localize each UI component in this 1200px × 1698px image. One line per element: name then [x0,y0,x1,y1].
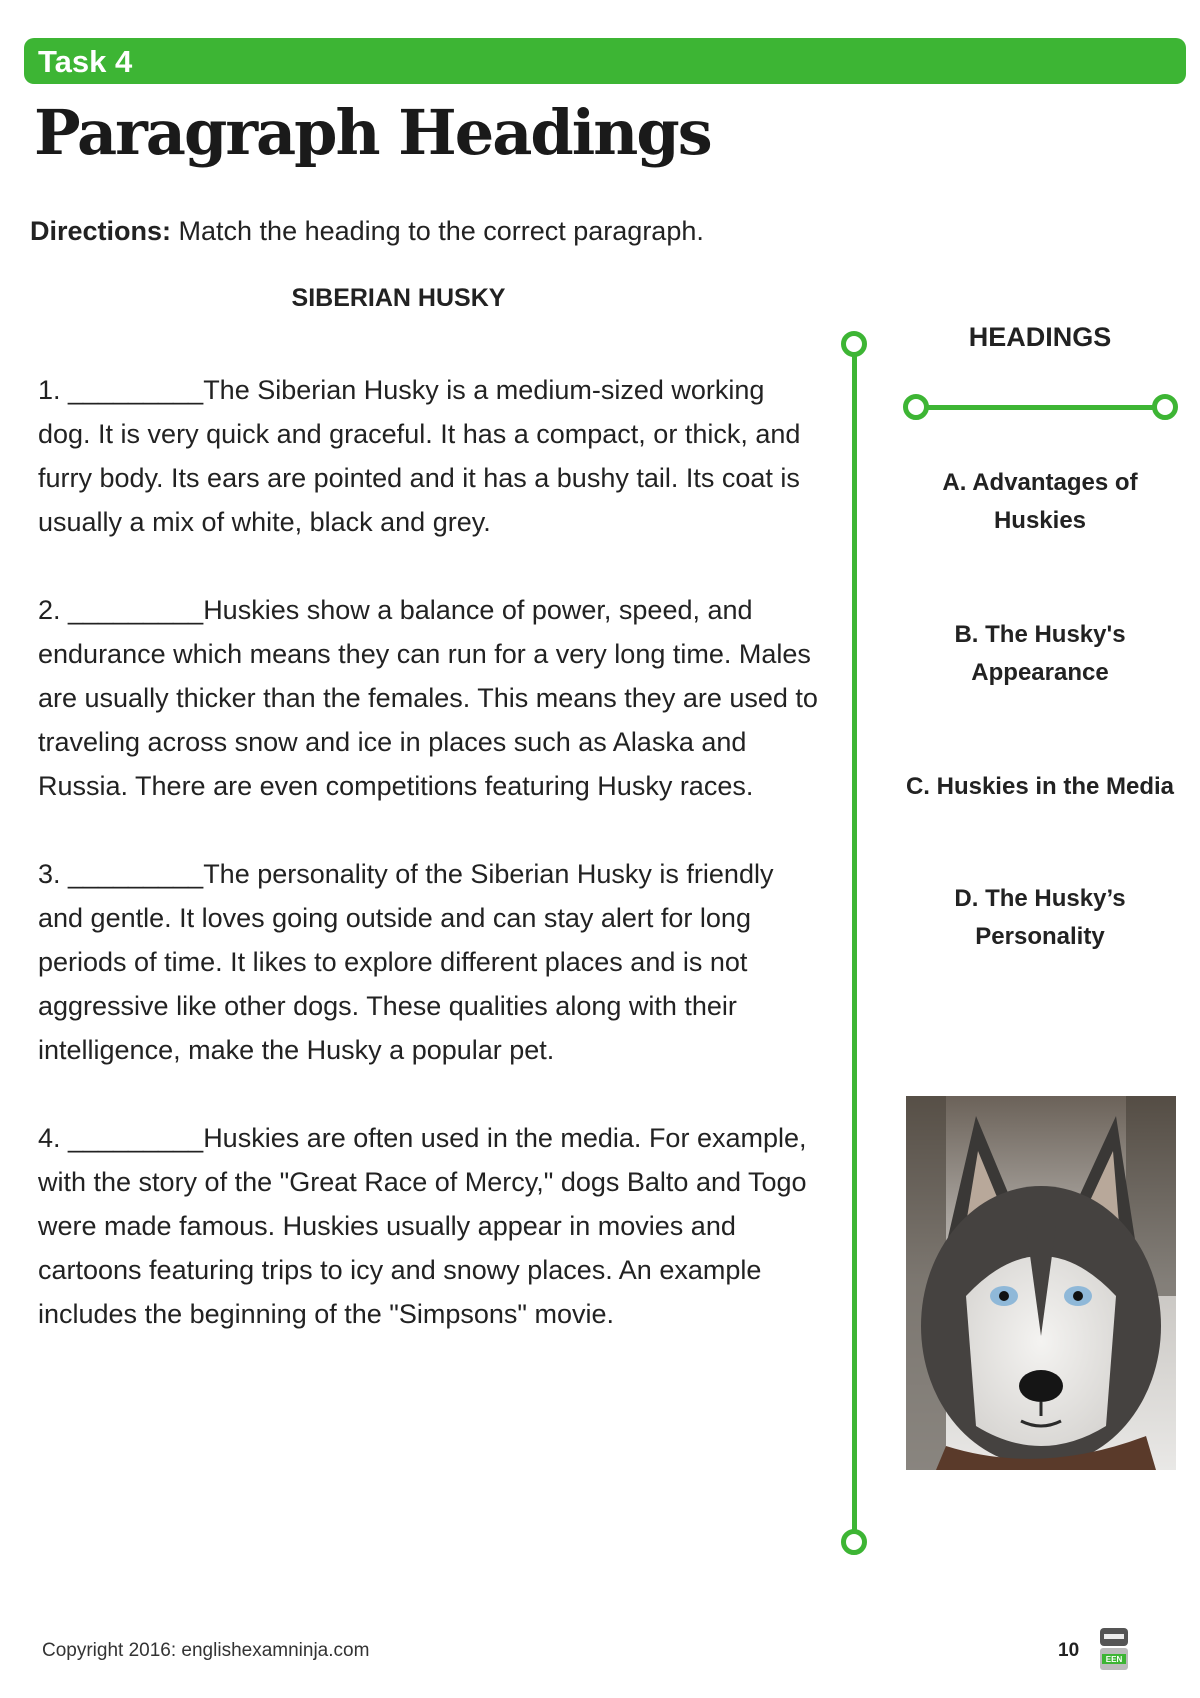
heading-line: Appearance [971,659,1109,686]
answer-blank[interactable]: _________ [68,595,204,625]
page-title: Paragraph Headings [34,96,711,169]
article-title: SIBERIAN HUSKY [291,284,506,312]
answer-blank[interactable]: _________ [68,375,204,405]
ninja-logo [1094,1626,1134,1674]
husky-photo [906,1096,1176,1470]
paragraph-1 [38,368,818,544]
paragraph-3 [38,852,818,1072]
copyright: Copyright 2016: englishexamninja.com [42,1640,370,1661]
husky-icon [906,1096,1176,1470]
ninja-logo-icon [1094,1626,1134,1674]
underline-right-ring [1152,394,1178,420]
heading-line: Personality [975,923,1105,950]
heading-line: D. The Husky’s [954,885,1126,912]
directions-label: Directions: [30,216,172,246]
paragraph-text: The personality of the Siberian Husky is friendly and gentle. It loves going outside and can stay alert for long periods of time. It likes to explore different places and is not aggressive like other dogs. These qualities along with their intelligence, make the Husky a popular pet. [38,859,774,1065]
heading-b [880,616,1200,692]
answer-blank[interactable]: _________ [68,859,204,889]
divider-top-ring [841,331,867,357]
task-banner [24,38,1186,84]
paragraph-4 [38,1116,818,1336]
paragraph-number: 2. [38,595,69,625]
paragraph-number: 1. [38,375,69,405]
paragraph-text: Huskies are often used in the media. For example, with the story of the "Great Race of Mercy," dogs Balto and Togo were made famous. Huskies usually appear in movies and cartoons featuring trips to icy and snowy places. An example includes the beginning of the "Simpsons" movie. [38,1123,807,1329]
directions-text: Match the heading to the correct paragraph. [171,216,704,246]
page-number: 10 [1058,1640,1080,1661]
paragraph-text: Huskies show a balance of power, speed, and endurance which means they can run for a very long time. Males are usually thicker than the females. This means they are used to traveling across snow and ice in places such as Alaska and Russia. There are even competitions featuring Husky races. [38,595,818,801]
headings-underline [916,405,1165,410]
directions [30,216,704,247]
heading-line: A. Advantages of [942,469,1138,496]
task-label: Task 4 [38,44,133,79]
paragraph-number: 4. [38,1123,69,1153]
logo-text: EEN [1105,1655,1123,1664]
heading-line: C. Huskies in the Media [905,773,1175,800]
answer-blank[interactable]: _________ [68,1123,204,1153]
divider-line [852,348,857,1542]
headings-title: HEADINGS [968,322,1112,352]
paragraph-text: The Siberian Husky is a medium-sized working dog. It is very quick and graceful. It has a compact, or thick, and furry body. Its ears are pointed and it has a bushy tail. Its coat is usually a mix of white, black and grey. [38,375,801,537]
underline-left-ring [903,394,929,420]
divider-bottom-ring [841,1529,867,1555]
heading-d [880,880,1200,956]
heading-c [880,768,1200,806]
heading-a [880,464,1200,540]
paragraph-2 [38,588,818,808]
heading-line: Huskies [993,507,1087,534]
paragraph-list [38,368,818,1380]
heading-line: B. The Husky's [954,621,1126,648]
paragraph-number: 3. [38,859,69,889]
